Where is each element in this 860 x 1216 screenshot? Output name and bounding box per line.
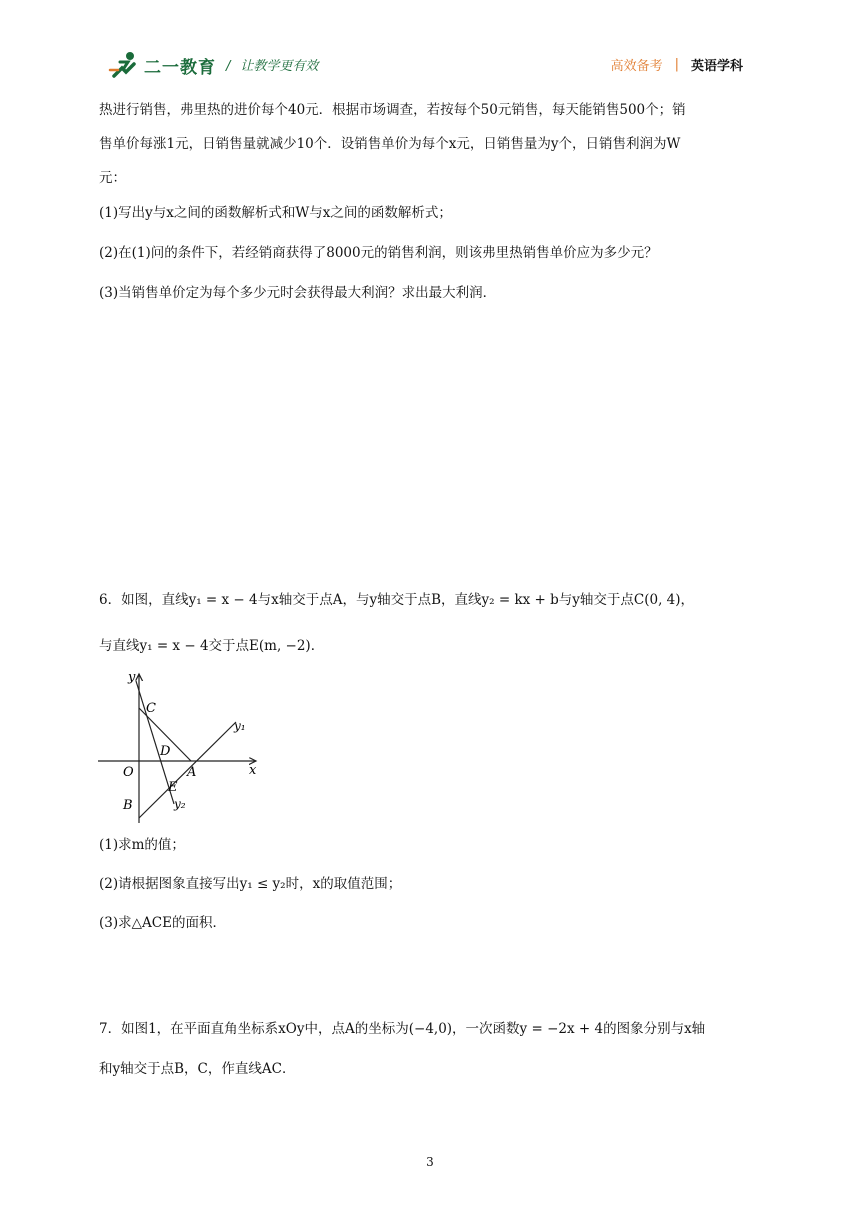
q6-sub-3: (3)求△ACE的面积． [99, 915, 226, 931]
tag-subject: 英语学科 [690, 59, 743, 74]
label-d: D [160, 744, 171, 759]
label-o: O [123, 765, 134, 780]
subject-tag [611, 55, 743, 74]
q6-sub-2: (2)请根据图象直接写出y₁ ≤ y₂时，x的取值范围； [99, 876, 402, 892]
slogan-text: 让教学更有效 [240, 59, 319, 74]
label-y2: y₂ [174, 797, 186, 811]
label-c: C [146, 701, 156, 716]
tag-exam-prep: 高效备考 [610, 59, 663, 74]
q5-line-2: 售单价每涨1元，日销售量就减少10个．设销售单价为每个x元，日销售量为y个，日销售利润为W [99, 136, 681, 152]
q6-line-2: 与直线y₁ = x − 4交于点E(m, −2)． [99, 638, 325, 654]
page-header [0, 0, 860, 90]
q6-line-1: 6．如图，直线y₁ = x − 4与x轴交于点A，与y轴交于点B，直线y₂ = kx + b与y轴交于点C(0, 4)， [99, 592, 695, 608]
page-number: 3 [426, 1155, 434, 1169]
label-a: A [187, 765, 197, 780]
brand-name: 二一教育 [144, 57, 216, 78]
label-b: B [123, 798, 133, 813]
label-y-axis: y [128, 670, 136, 685]
brand-logo [106, 50, 216, 80]
tag-separator: | [674, 57, 679, 72]
slogan [226, 55, 318, 74]
q7-line-1: 7．如图1，在平面直角坐标系xOy中，点A的坐标为(−4,0)，一次函数y = −2x + 4的图象分别与x轴 [99, 1021, 706, 1037]
q5-sub-3: (3)当销售单价定为每个多少元时会获得最大利润？求出最大利润． [99, 285, 497, 301]
label-e: E [168, 780, 178, 795]
label-y1: y₁ [234, 719, 246, 733]
runner-logo-icon [106, 50, 142, 80]
q5-line-1: 热进行销售，弗里热的进价每个40元．根据市场调查，若按每个50元销售，每天能销售500个；销 [99, 102, 686, 118]
label-x-axis: x [249, 763, 257, 778]
q5-sub-2: (2)在(1)问的条件下，若经销商获得了8000元的销售利润，则该弗里热销售单价应为多少元？ [99, 245, 658, 261]
slogan-slash: / [226, 59, 231, 74]
q7-line-2: 和y轴交于点B，C，作直线AC． [99, 1061, 296, 1077]
q5-sub-1: (1)写出y与x之间的函数解析式和W与x之间的函数解析式； [99, 205, 452, 221]
q6-figure [96, 668, 266, 828]
q5-line-3: 元： [99, 170, 126, 186]
q6-sub-1: (1)求m的值； [99, 837, 185, 853]
